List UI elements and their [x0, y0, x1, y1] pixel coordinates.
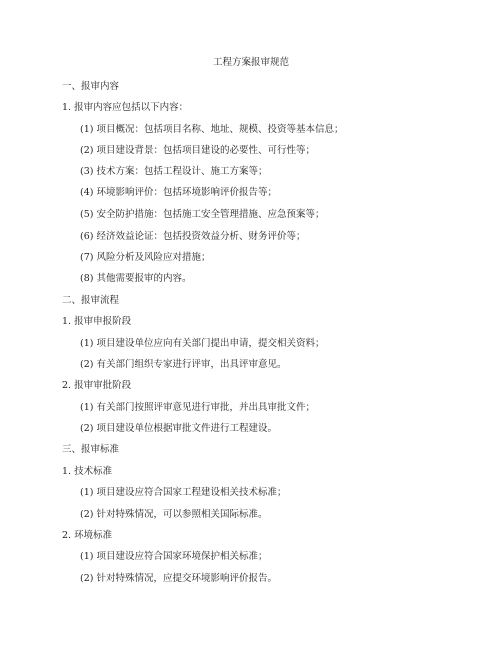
subsection-heading: 1. 技术标准 [62, 466, 113, 477]
list-item: (7) 风险分析及风险应对措施； [80, 252, 211, 263]
list-item: (2) 针对特殊情况，应提交环境影响评价报告。 [80, 573, 277, 584]
list-item: (6) 经济效益论证：包括投资效益分析、财务评价等； [80, 231, 306, 242]
document-title: 工程方案报审规范 [212, 57, 289, 68]
subsection-heading: 2. 报审审批阶段 [62, 380, 132, 391]
section-heading-3: 三、报审标准 [62, 444, 120, 455]
list-item: (2) 项目建设背景：包括项目建设的必要性、可行性等； [80, 145, 315, 156]
section-heading-2: 二、报审流程 [62, 295, 120, 306]
list-item: (4) 环境影响评价：包括环境影响评价报告等； [80, 187, 277, 198]
subsection-heading: 2. 环境标准 [62, 530, 113, 541]
list-item: (2) 项目建设单位根据审批文件进行工程建设。 [80, 423, 277, 434]
list-item: (5) 安全防护措施：包括施工安全管理措施、应急预案等； [80, 209, 325, 220]
list-item: (1) 项目概况：包括项目名称、地址、规模、投资等基本信息； [80, 124, 344, 135]
list-item: (8) 其他需要报审的内容。 [80, 273, 192, 284]
list-item: (1) 有关部门按照评审意见进行审批，并出具审批文件； [80, 402, 315, 413]
list-item: (1) 项目建设应符合国家环境保护相关标准； [80, 551, 268, 562]
list-item: (1) 项目建设单位应向有关部门提出申请，提交相关资料； [80, 338, 325, 349]
list-item: (2) 有关部门组织专家进行评审，出具评审意见。 [80, 359, 287, 370]
subsection-heading: 1. 报审申报阶段 [62, 316, 132, 327]
list-item: (1) 项目建设应符合国家工程建设相关技术标准； [80, 487, 287, 498]
section-heading-1: 一、报审内容 [62, 81, 120, 92]
list-item: (3) 技术方案：包括工程设计、施工方案等； [80, 166, 268, 177]
subsection-heading: 1. 报审内容应包括以下内容： [62, 102, 189, 113]
list-item: (2) 针对特殊情况，可以参照相关国际标准。 [80, 509, 268, 520]
